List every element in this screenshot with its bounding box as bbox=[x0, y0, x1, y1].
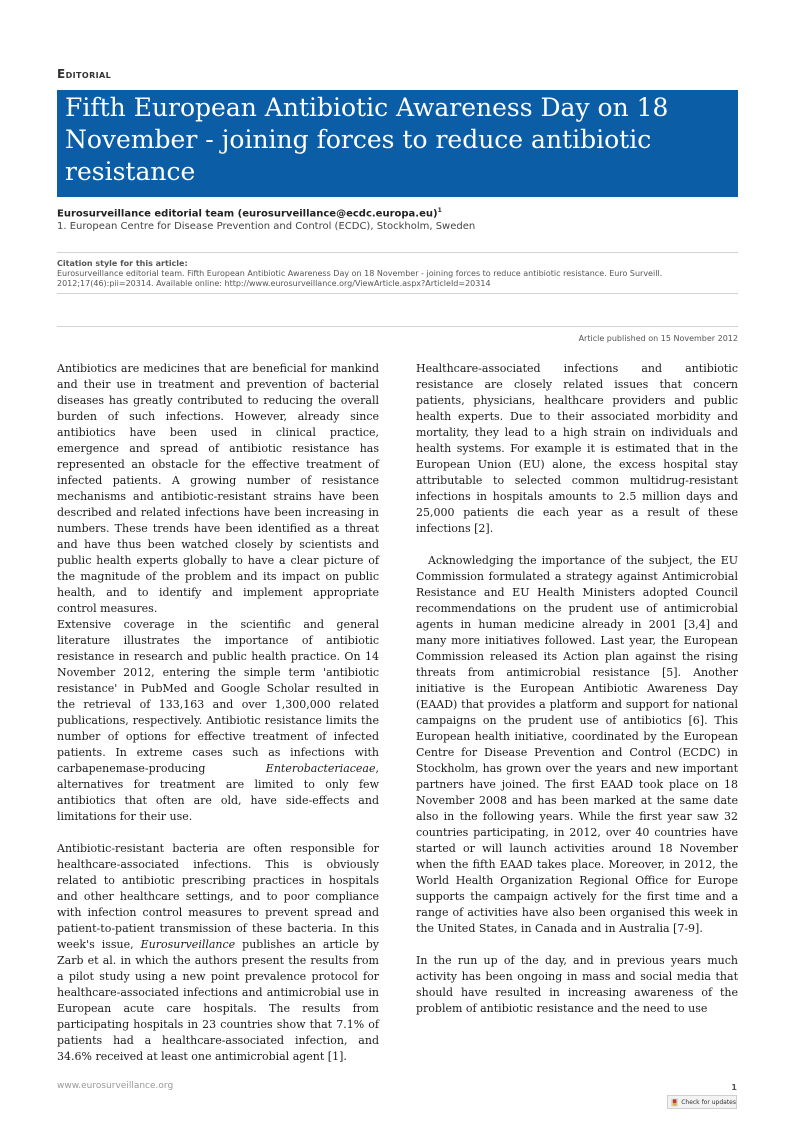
paragraph: Antibiotics are medicines that are beneficial for mankind and their use in treatment and prevention of bacterial diseases has greatly contributed to reducing the overall burden of such infections. However, already since antibiotics have been used in clinical practice, emergence and spread of antibiotic resistance has represented an obstacle for the effective treatment of infected patients. A growing number of resistance mechanisms and antibiotic-resistant strains have been described and related infections have been increasing in numbers. These trends have been identified as a threat and have thus been watched closely by scientists and public health experts globally to have a clear picture of the magnitude of the problem and its impact on public health, and to identify and implement appropriate control measures. bbox=[57, 362, 379, 615]
citation-block bbox=[57, 259, 738, 289]
paragraph: Antibiotic-resistant bacteria are often responsible for healthcare-associated infections. This is obviously related to antibiotic prescribing practices in hospitals and other healthcare settings, and to poor compliance with infection control measures to prevent spread and patient-to-patient transmission of these bacteria. In this week's issue, Eurosurveillance publishes an article by Zarb et al. in which the authors present the results from a pilot study using a new point prevalence protocol for healthcare-associated infections and antimicrobial use in European acute care hospitals. The results from participating hospitals in 23 countries show that 7.1% of patients had a healthcare-associated infection, and 34.6% received at least one antimicrobial agent [1]. bbox=[57, 842, 379, 1063]
page-number: 1 bbox=[731, 1083, 737, 1092]
crossmark-icon bbox=[671, 1098, 678, 1107]
author-line bbox=[57, 207, 442, 219]
paragraph: Healthcare-associated infections and antibiotic resistance are closely related issues that concern patients, physicians, healthcare providers and public health experts. Due to their associated morbidity and mortality, they lead to a high strain on individuals and health systems. For example it is estimated that in the European Union (EU) alone, the excess hospital stay attributable to selected common multidrug-resistant infections in hospitals amounts to 2.5 million days and 25,000 patients die each year as a result of these infections [2]. bbox=[416, 362, 738, 535]
author-text: Eurosurveillance editorial team (eurosurveillance@ecdc.europa.eu) bbox=[57, 208, 438, 220]
body-column-left bbox=[57, 361, 379, 1065]
citation-text: Eurosurveillance editorial team. Fifth European Antibiotic Awareness Day on 18 November - joining forces to reduce antibiotic resistance. Euro Surveill. 2012;17(46):pii=20314. Available online: http://www.eurosurveillance.org/ViewArticle.aspx?ArticleId=20314 bbox=[57, 269, 663, 288]
article-title: Fifth European Antibiotic Awareness Day on 18 November - joining forces to reduce antibiotic resistance bbox=[65, 93, 669, 186]
paragraph: Extensive coverage in the scientific and general literature illustrates the importance of antibiotic resistance in research and public health practice. On 14 November 2012, entering the simple term 'antibiotic resistance' in PubMed and Google Scholar resulted in the retrieval of 133,163 and over 1,300,000 related publications, respectively. Antibiotic resistance limits the number of options for effective treatment of infected patients. In extreme cases such as infections with carbapenemase-producing Enterobacteriaceae, alternatives for treatment are limited to only few antibiotics that often are old, have side-effects and limitations for their use. bbox=[57, 618, 379, 823]
divider bbox=[57, 293, 738, 294]
affiliation: 1. European Centre for Disease Prevention and Control (ECDC), Stockholm, Sweden bbox=[57, 221, 476, 232]
paragraph: Acknowledging the importance of the subject, the EU Commission formulated a strategy against Antimicrobial Resistance and EU Health Ministers adopted Council recommendations on the prudent use of antimicrobial agents in human medicine already in 2001 [3,4] and many more initiatives followed. Last year, the European Commission released its Action plan against the rising threats from antimicrobial resistance [5]. Another initiative is the European Antibiotic Awareness Day (EAAD) that provides a platform and support for national campaigns on the prudent use of antibiotics [6]. This European health initiative, coordinated by the European Centre for Disease Prevention and Control (ECDC) in Stockholm, has grown over the years and new important partners have joined. The first EAAD took place on 18 November 2008 and has been marked at the same date also in the following years. While the first year saw 32 countries participating, in 2012, over 40 countries have started or will launch activities around 18 November when the fifth EAAD takes place. Moreover, in 2012, the World Health Organization Regional Office for Europe supports the campaign actively for the first time and a range of activities have also been organised this week in the United States, in Canada and in Australia [7-9]. bbox=[416, 554, 738, 935]
citation-label: Citation style for this article: bbox=[57, 259, 188, 268]
affiliation-marker: 1 bbox=[437, 207, 442, 214]
check-for-updates-button[interactable] bbox=[667, 1095, 737, 1109]
title-banner bbox=[57, 90, 738, 197]
body-column-right bbox=[416, 361, 738, 1017]
check-for-updates-label: Check for updates bbox=[681, 1098, 736, 1106]
section-label: Editorial bbox=[57, 67, 112, 81]
divider bbox=[57, 326, 738, 327]
footer-url[interactable]: www.eurosurveillance.org bbox=[57, 1081, 174, 1091]
paragraph: In the run up of the day, and in previous years much activity has been ongoing in mass and social media that should have resulted in increasing awareness of the problem of antibiotic resistance and the need to use bbox=[416, 954, 738, 1015]
published-date: Article published on 15 November 2012 bbox=[578, 334, 738, 343]
divider bbox=[57, 252, 738, 253]
